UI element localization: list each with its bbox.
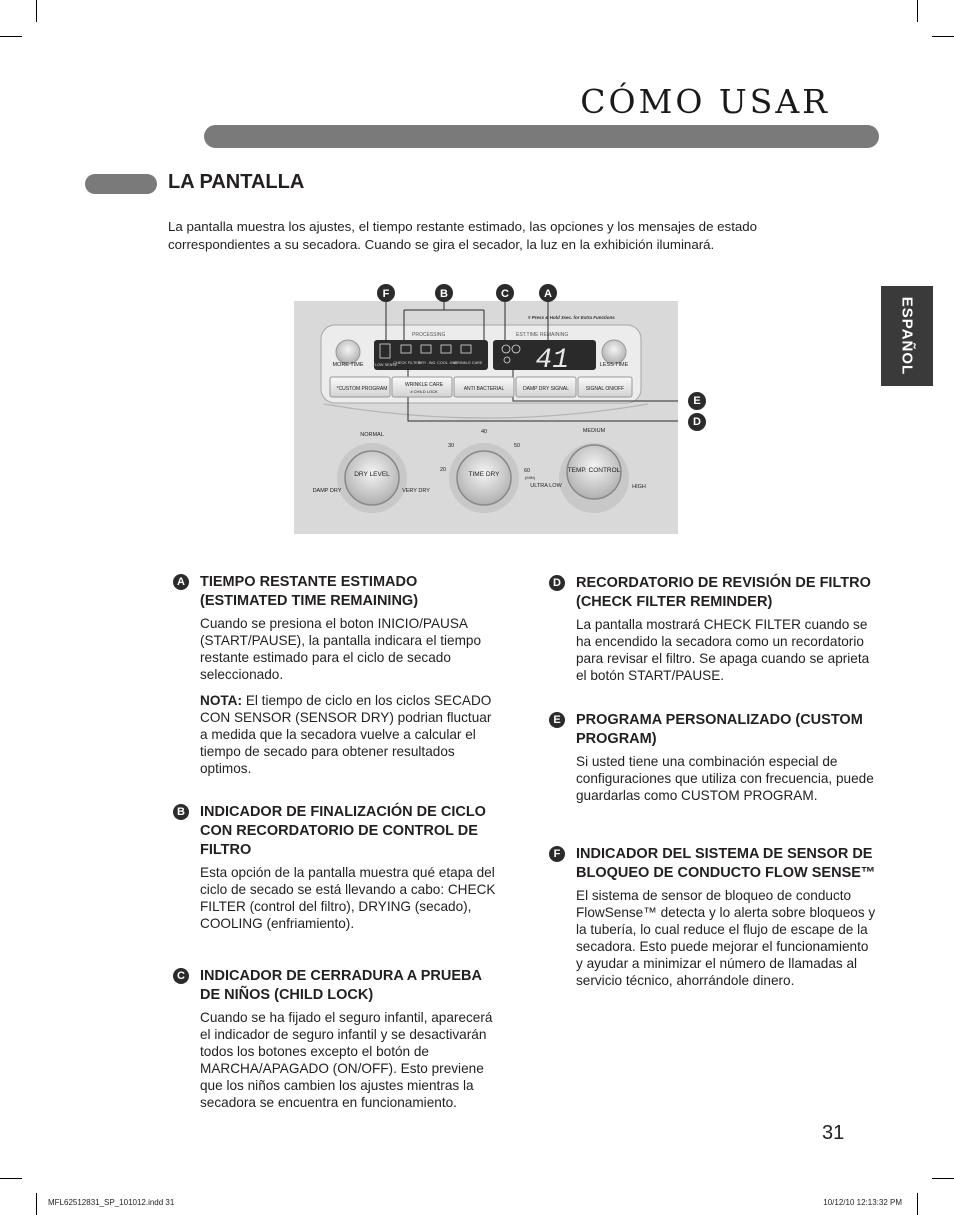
item-c-title: INDICADOR DE CERRADURA A PRUEBA DE NIÑOS (CHILD LOCK): [200, 968, 482, 1003]
item-e-body: Si usted tiene una combinación especial de configuraciones que utiliza con frecuencia, puede guardarlas como CUSTOM PROGRAM.: [576, 754, 874, 803]
svg-text:(MIN): (MIN): [525, 475, 535, 480]
crop-mark: [932, 36, 954, 37]
crop-mark: [0, 36, 22, 37]
badge-b: B: [173, 804, 189, 820]
callout-d-badge: D: [688, 413, 706, 431]
section-pill: [85, 174, 157, 194]
est-time-label: EST.TIME REMAINING: [516, 332, 569, 338]
item-d-body: La pantalla mostrará CHECK FILTER cuando se ha encendido la secadora como un recordatorio para revisar el filtro. Se apaga cuando se aprieta el botón START/PAUSE.: [576, 617, 870, 683]
svg-text:A: A: [544, 288, 552, 300]
item-f-body: El sistema de sensor de bloqueo de conducto FlowSense™ detecta y lo alerta sobre bloqueos y la tubería, lo cual reduce el flujo de escape de la secadora. Esto puede mejorar el funcionamiento y ayudar a minimizar el número de llamadas al servicio técnico, ahorrándole dinero.: [576, 888, 876, 988]
item-c-body: Cuando se ha fijado el seguro infantil, aparecerá el indicador de seguro infantil y se desactivarán todos los botones excepto el botón de MARCHA/APAGADO (ON/OFF). Esto previene que los niños cambien los ajustes mientras la secadora se encuentra en funcionamiento.: [200, 1010, 493, 1110]
svg-text:DAMP DRY SIGNAL: DAMP DRY SIGNAL: [523, 386, 569, 392]
crop-mark: [917, 0, 918, 22]
title-bar: [204, 125, 879, 148]
crop-mark: [0, 1178, 22, 1179]
svg-text:MEDIUM: MEDIUM: [582, 428, 606, 434]
callout-b: [435, 284, 453, 302]
svg-text:60: 60: [523, 468, 531, 474]
svg-text:DRY -ING: DRY -ING: [418, 361, 436, 365]
badge-e: E: [549, 712, 565, 728]
svg-text:NORMAL: NORMAL: [360, 432, 384, 438]
svg-text:40: 40: [480, 429, 488, 435]
footer-file: MFL62512831_SP_101012.indd 31: [48, 1198, 175, 1207]
wrinkle-care-button[interactable]: [392, 377, 452, 397]
svg-text:C: C: [501, 288, 509, 300]
svg-text:COOL -ING: COOL -ING: [437, 361, 457, 365]
damp-dry-signal-button[interactable]: [516, 377, 576, 397]
note-label: NOTA:: [200, 693, 243, 708]
crop-mark: [36, 1193, 37, 1215]
svg-text:30: 30: [447, 443, 455, 449]
intro-paragraph: La pantalla muestra los ajustes, el tiempo restante estimado, las opciones y los mensajes de estado correspondientes a su secadora. Cuando se gira el secador, la luz en la exhibición iluminará.: [168, 219, 758, 252]
item-a: [177, 573, 500, 777]
page-title: CÓMO USAR: [580, 82, 830, 121]
item-a-title: TIEMPO RESTANTE ESTIMADO (ESTIMATED TIME REMAINING): [200, 574, 419, 609]
badge-f: F: [549, 846, 565, 862]
badge-a: A: [173, 574, 189, 590]
footer-timestamp: 10/12/10 12:13:32 PM: [823, 1198, 902, 1207]
note-text: El tiempo de ciclo en los ciclos SECADO CON SENSOR (SENSOR DRY) podrian fluctuar a medida que la secadora vuelve a calcular el tiempo de secado para obtener resultados optimos.: [200, 693, 492, 776]
item-c: [177, 967, 500, 1111]
item-a-body: Cuando se presiona el boton INICIO/PAUSA (START/PAUSE), la pantalla indicara el tiempo restante estimado para el ciclo de secado seleccionado.: [200, 616, 482, 682]
svg-text:TEMP. CONTROL: TEMP. CONTROL: [567, 467, 621, 474]
svg-text:CHECK FILTER: CHECK FILTER: [393, 361, 421, 365]
language-tab: [881, 286, 933, 386]
language-tab-label: ESPAÑOL: [898, 296, 916, 376]
svg-text:50: 50: [513, 443, 521, 449]
svg-text:WRINKLE CARE: WRINKLE CARE: [453, 361, 483, 365]
svg-text:DAMP DRY: DAMP DRY: [312, 488, 342, 494]
item-d: [553, 574, 876, 684]
temp-control-knob[interactable]: [559, 443, 629, 513]
svg-text:# CHILD LOCK: # CHILD LOCK: [410, 389, 438, 394]
crop-mark: [932, 1178, 954, 1179]
control-panel-svg: [294, 282, 678, 534]
callout-c: [496, 284, 514, 302]
svg-text:SIGNAL ON/OFF: SIGNAL ON/OFF: [585, 386, 625, 392]
signal-on-off-button[interactable]: [578, 377, 632, 397]
hold-text: # Press & Hold 3sec. for Extra Functions: [528, 315, 615, 320]
item-e: [553, 711, 876, 804]
svg-text:B: B: [440, 288, 448, 300]
callout-f: [377, 284, 395, 302]
svg-text:WRINKLE CARE: WRINKLE CARE: [404, 382, 444, 388]
svg-text:ULTRA LOW: ULTRA LOW: [530, 483, 562, 489]
anti-bacterial-button[interactable]: [454, 377, 514, 397]
item-f: [553, 845, 876, 989]
time-dry-knob[interactable]: [449, 443, 519, 513]
dry-level-knob[interactable]: [337, 443, 407, 513]
svg-text:TIME DRY: TIME DRY: [468, 471, 500, 478]
section-title: LA PANTALLA: [168, 171, 305, 193]
item-e-title: PROGRAMA PERSONALIZADO (CUSTOM PROGRAM): [576, 712, 863, 747]
processing-label: PROCESSING: [412, 332, 446, 338]
svg-text:*CUSTOM PROGRAM: *CUSTOM PROGRAM: [336, 386, 388, 392]
page-number: 31: [822, 1122, 845, 1144]
item-f-title: INDICADOR DEL SISTEMA DE SENSOR DE BLOQUEO DE CONDUCTO FLOW SENSE™: [576, 846, 876, 881]
crop-mark: [917, 1193, 918, 1215]
svg-text:ANTI BACTERIAL: ANTI BACTERIAL: [463, 386, 505, 392]
item-b-body: Esta opción de la pantalla muestra qué etapa del ciclo de secado se está llevando a cabo: CHECK FILTER (control del filtro), DRYING (secado), COOLING (enfriamiento).: [200, 865, 496, 931]
item-a-note: [200, 692, 500, 777]
callout-e-badge: E: [688, 392, 706, 410]
callout-a: [539, 284, 557, 302]
control-panel-illustration: [294, 282, 678, 534]
svg-text:MORE TIME: MORE TIME: [332, 362, 364, 368]
time-remaining-digits: 41: [535, 345, 569, 376]
badge-d: D: [549, 575, 565, 591]
svg-text:20: 20: [439, 467, 447, 473]
svg-text:HIGH: HIGH: [632, 484, 646, 490]
svg-text:VERY DRY: VERY DRY: [402, 488, 430, 494]
svg-text:FLOW SENSE: FLOW SENSE: [372, 363, 398, 367]
item-d-title: RECORDATORIO DE REVISIÓN DE FILTRO (CHECK FILTER REMINDER): [576, 575, 871, 610]
item-b-title: INDICADOR DE FINALIZACIÓN DE CICLO CON RECORDATORIO DE CONTROL DE FILTRO: [200, 804, 486, 858]
svg-text:F: F: [382, 288, 390, 300]
custom-program-button[interactable]: [330, 377, 390, 397]
svg-text:DRY LEVEL: DRY LEVEL: [354, 471, 390, 478]
item-b: [177, 803, 500, 932]
crop-mark: [36, 0, 37, 22]
badge-c: C: [173, 968, 189, 984]
svg-text:LESS TIME: LESS TIME: [599, 362, 629, 368]
